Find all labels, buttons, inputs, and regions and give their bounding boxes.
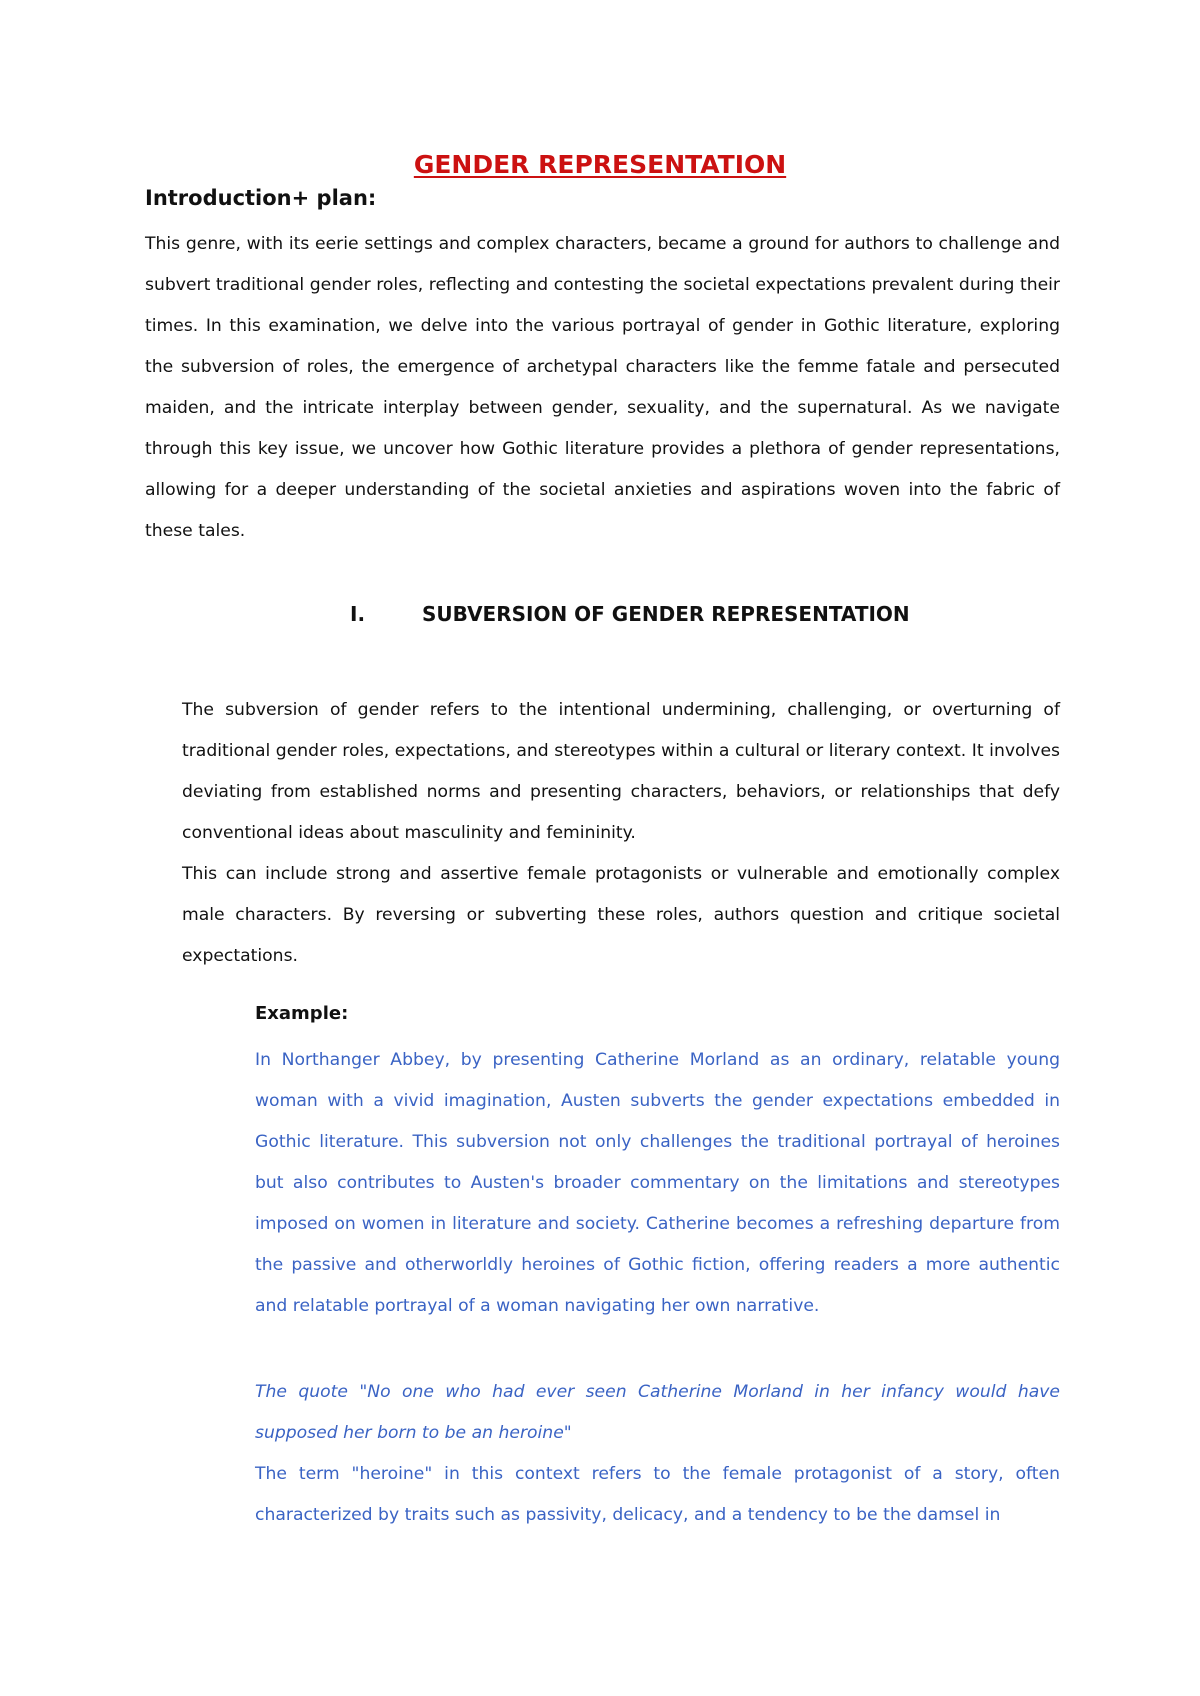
example-label: Example: (255, 1003, 349, 1024)
intro-paragraph: This genre, with its eerie settings and complex characters, became a ground for authors to challenge and subvert traditional gender roles, reflecting and contesting the societal expectations prevalent during their times. In this examination, we delve into the various portrayal of gender in Gothic literature, exploring the subversion of roles, the emergence of archetypal characters like the femme fatale and persecuted maiden, and the intricate interplay between gender, sexuality, and the supernatural. As we navigate through this key issue, we uncover how Gothic literature provides a plethora of gender representations, allowing for a deeper understanding of the societal anxieties and aspirations woven into the fabric of these tales. (145, 234, 1060, 541)
example-paragraph-1: In Northanger Abbey, by presenting Catherine Morland as an ordinary, relatable young woman with a vivid imagination, Austen subverts the gender expectations embedded in Gothic literature. This subversion not only challenges the traditional portrayal of heroines but also contributes to Austen's broader commentary on the limitations and stereotypes imposed on women in literature and society. Catherine becomes a refreshing departure from the passive and otherworldly heroines of Gothic fiction, offering readers a more authentic and relatable portrayal of a woman navigating her own narrative. (255, 1050, 1060, 1316)
subversion-paragraph-1: The subversion of gender refers to the intentional undermining, challenging, or overturning of traditional gender roles, expectations, and stereotypes within a cultural or literary context. It involves deviating from established norms and presenting characters, behaviors, or relationships that defy conventional ideas about masculinity and femininity. (182, 700, 1060, 843)
page-title: GENDER REPRESENTATION (413, 150, 787, 179)
example-paragraph-2: The term "heroine" in this context refers to the female protagonist of a story, often characterized by traits such as passivity, delicacy, and a tendency to be the damsel in (255, 1464, 1060, 1525)
section-heading (350, 602, 910, 626)
subversion-paragraph-2: This can include strong and assertive female protagonists or vulnerable and emotionally complex male characters. By reversing or subverting these roles, authors question and critique societal expectations. (182, 864, 1060, 966)
section-number: I. (350, 602, 366, 626)
example-quote: The quote "No one who had ever seen Catherine Morland in her infancy would have supposed her born to be an heroine" (255, 1382, 1060, 1443)
intro-heading: Introduction+ plan: (145, 186, 377, 210)
section-title: SUBVERSION OF GENDER REPRESENTATION (422, 602, 910, 626)
